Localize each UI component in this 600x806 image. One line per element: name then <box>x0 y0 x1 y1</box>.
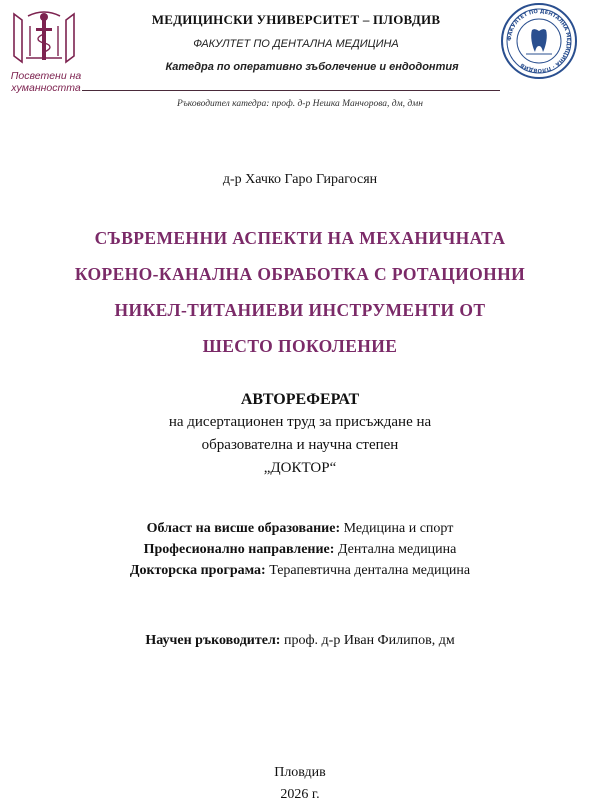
title-line: КОРЕНО-КАНАЛНА ОБРАБОТКА С РОТАЦИОННИ <box>74 264 526 284</box>
abstract-block <box>0 388 600 480</box>
field-row <box>0 560 600 581</box>
supervisor-label: Научен ръководител: <box>145 633 281 648</box>
year: 2026 г. <box>280 787 320 802</box>
author-name: д-р Хачко Гаро Гирагосян <box>222 172 378 187</box>
abstract-line: образователна и научна степен <box>201 437 399 453</box>
field-row <box>0 518 600 539</box>
abstract-line: „ДОКТОР“ <box>263 460 337 476</box>
title-line: СЪВРЕМЕННИ АСПЕКТИ НА МЕХАНИЧНАТА <box>94 228 506 248</box>
university-name: МЕДИЦИНСКИ УНИВЕРСИТЕТ – ПЛОВДИВ <box>151 12 441 27</box>
svg-text:ФАКУЛТЕТ ПО ДЕНТАЛНА МЕДИЦИНА: ФАКУЛТЕТ ПО ДЕНТАЛНА МЕДИЦИНА · ПЛОВДИВ <box>506 8 572 74</box>
dissertation-title <box>0 220 600 364</box>
faculty-logo <box>500 2 578 80</box>
field-row <box>0 539 600 560</box>
place-and-year <box>0 762 600 806</box>
field-value: Терапевтична дентална медицина <box>269 563 471 578</box>
field-label: Докторска програма: <box>129 563 266 578</box>
logo-tagline <box>6 70 86 94</box>
abstract-heading: АВТОРЕФЕРАТ <box>240 391 360 408</box>
field-label: Професионално направление: <box>143 542 335 557</box>
header <box>96 12 496 74</box>
title-line: ШЕСТО ПОКОЛЕНИЕ <box>202 336 398 356</box>
field-value: Дентална медицина <box>337 542 457 557</box>
department-name: Катедра по оперативно зъболечение и ендодонтия <box>165 61 459 73</box>
header-divider <box>82 90 500 91</box>
degree-fields <box>0 518 600 581</box>
title-line: НИКЕЛ-ТИТАНИЕВИ ИНСТРУМЕНТИ ОТ <box>114 300 486 320</box>
university-emblem-icon <box>6 6 82 68</box>
supervisor-value: проф. д-р Иван Филипов, дм <box>283 633 455 648</box>
field-value: Медицина и спорт <box>343 521 454 536</box>
university-logo <box>6 6 82 98</box>
faculty-name: ФАКУЛТЕТ ПО ДЕНТАЛНА МЕДИЦИНА <box>193 38 399 50</box>
logo-tagline-line: хуманността <box>11 82 81 94</box>
field-label: Област на висше образование: <box>146 521 341 536</box>
city: Пловдив <box>274 765 326 780</box>
supervisor <box>0 633 600 649</box>
logo-tagline-line: Посветени на <box>10 70 82 82</box>
abstract-line: на дисертационен труд за присъждане на <box>168 414 432 430</box>
faculty-seal-icon <box>500 2 578 80</box>
head-of-department: Ръководител катедра: проф. д-р Нешка Манчорова, дм, дмн <box>177 99 423 109</box>
